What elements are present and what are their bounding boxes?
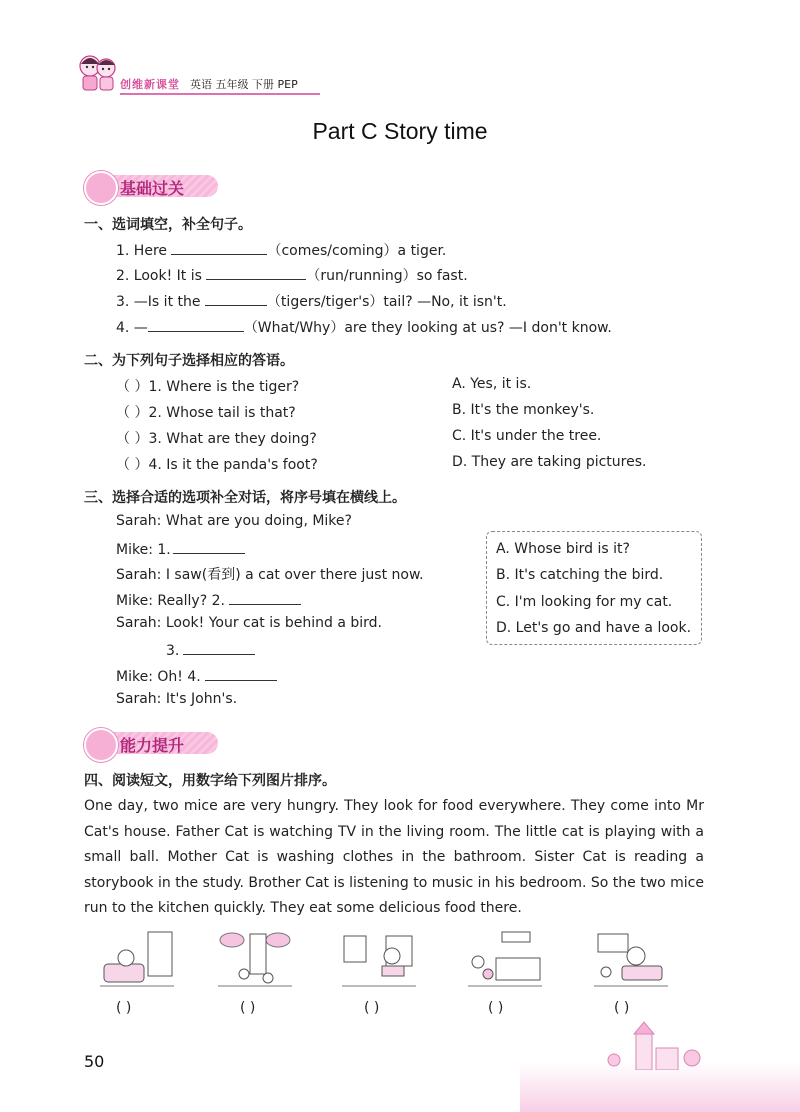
option-c: C. I'm looking for my cat. (496, 594, 673, 610)
header-rule (120, 93, 320, 95)
order-blank-2[interactable]: ( ) (240, 1000, 256, 1016)
q2-answer-d: D. They are taking pictures. (452, 454, 647, 470)
answer-blank[interactable] (229, 590, 301, 605)
page-title: Part C Story time (312, 118, 488, 144)
order-blank-3[interactable]: ( ) (364, 1000, 380, 1016)
q1-item-4: 4. — （What/Why）are they looking at us? —I don't know. (116, 317, 612, 337)
brand-name: 创维新课堂 (120, 78, 180, 91)
answer-blank[interactable] (205, 291, 267, 306)
dialog-line-5: Sarah: Look! Your cat is behind a bird. (116, 615, 383, 631)
mice-at-door-picture-icon (216, 928, 294, 992)
cartoon-kids-logo-icon (74, 50, 122, 96)
answer-blank[interactable] (148, 317, 244, 332)
q4-heading: 四、阅读短文，用数字给下列图片排序。 (84, 773, 336, 789)
reading-passage: One day, two mice are very hungry. They look for food everywhere. They come into Mr Cat's house. Father Cat is watching TV in the living room. The little cat is playing with a small ball. Mother Cat is washing clothes in the bathroom. Sister Cat is reading a storybook in the study. Brother Cat is listening to music in his bedroom. So the two mice run to the kitchen quickly. They eat some delicious food there. (84, 798, 704, 917)
dialog-line-6: 3. (166, 640, 255, 659)
q2-answer-b: B. It's the monkey's. (452, 402, 595, 418)
q1-item-1: 1. Here （comes/coming）a tiger. (116, 240, 446, 260)
answer-blank[interactable] (173, 539, 245, 554)
castle-decoration-icon (600, 1020, 720, 1070)
dialog-line-4: Mike: Really? 2. (116, 590, 301, 609)
answer-paren[interactable]: （ ） (116, 457, 149, 473)
dialog-line-3: Sarah: I saw(看到) a cat over there just now. (116, 567, 424, 583)
options-box (486, 531, 702, 645)
answer-blank[interactable] (205, 666, 277, 681)
answer-blank[interactable] (183, 640, 255, 655)
kid-face-icon (84, 171, 118, 205)
option-a: A. Whose bird is it? (496, 541, 630, 557)
q2-question-4: （ ）4. Is it the panda's foot? (116, 457, 318, 473)
answer-paren[interactable]: （ ） (116, 431, 149, 447)
dialog-line-2: Mike: 1. (116, 539, 245, 558)
q2-question-1: （ ）1. Where is the tiger? (116, 379, 300, 395)
section-badge-basic (84, 174, 224, 198)
cat-watching-tv-picture-icon (98, 928, 176, 992)
q1-item-3: 3. —Is it the （tigers/tiger's）tail? —No, it isn't. (116, 291, 507, 311)
order-blank-4[interactable]: ( ) (488, 1000, 504, 1016)
cat-reading-picture-icon (340, 928, 418, 992)
q2-question-2: （ ）2. Whose tail is that? (116, 405, 296, 421)
section-badge-ability (84, 731, 224, 755)
q2-answer-c: C. It's under the tree. (452, 428, 602, 444)
kid-face-icon (84, 728, 118, 762)
section-label-basic: 基础过关 (120, 179, 185, 198)
q1-heading: 一、选词填空，补全句子。 (84, 217, 252, 233)
order-blank-1[interactable]: ( ) (116, 1000, 132, 1016)
book-subtitle: 英语 五年级 下册 PEP (190, 78, 298, 91)
q3-heading: 三、选择合适的选项补全对话，将序号填在横线上。 (84, 490, 406, 506)
q2-heading: 二、为下列句子选择相应的答语。 (84, 353, 294, 369)
option-d: D. Let's go and have a look. (496, 620, 692, 636)
dialog-line-8: Sarah: It's John's. (116, 691, 238, 707)
answer-paren[interactable]: （ ） (116, 379, 149, 395)
answer-paren[interactable]: （ ） (116, 405, 149, 421)
q2-question-3: （ ）3. What are they doing? (116, 431, 317, 447)
answer-blank[interactable] (171, 240, 267, 255)
q2-answer-a: A. Yes, it is. (452, 376, 532, 392)
cat-listening-music-picture-icon (592, 928, 670, 992)
page-number: 50 (84, 1052, 105, 1071)
answer-blank[interactable] (206, 265, 306, 280)
mice-in-kitchen-picture-icon (466, 928, 544, 992)
section-label-ability: 能力提升 (120, 736, 185, 755)
dialog-line-7: Mike: Oh! 4. (116, 666, 277, 685)
dialog-line-1: Sarah: What are you doing, Mike? (116, 513, 352, 529)
order-blank-5[interactable]: ( ) (614, 1000, 630, 1016)
option-b: B. It's catching the bird. (496, 567, 664, 583)
q1-item-2: 2. Look! It is （run/running）so fast. (116, 265, 468, 285)
